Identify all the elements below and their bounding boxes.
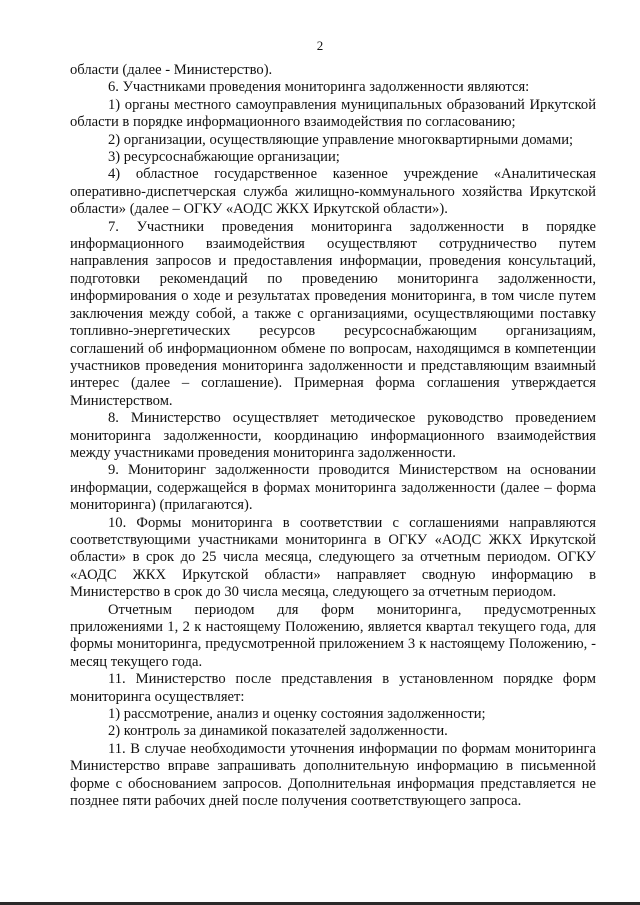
paragraph-item-10: 10. Формы мониторинга в соответствии с соглашениями направляются соответствующими участниками мониторинга в ОГКУ «АОДС ЖКХ Иркутской области» в срок до 25 числа месяца, следующего за отчетным периодом. ОГКУ «АОДС ЖКХ Иркутской области» направляет сводную информацию в Министерство в срок до 30 числа месяца, следующего за отчетным периодом. — [70, 514, 596, 601]
paragraph-subitem-6-3: 3) ресурсоснабжающие организации; — [108, 149, 340, 166]
paragraph-item-9: 9. Мониторинг задолженности проводится Министерством на основании информации, содержащейся в формах мониторинга задолженности (далее – форма мониторинга) (прилагаются). — [70, 462, 596, 514]
paragraph-subitem-6-2: 2) организации, осуществляющие управление многоквартирными домами; — [108, 131, 574, 148]
paragraph-item-11: 11. Министерство после представления в установленном порядке форм мониторинга осуществляет: — [70, 671, 596, 705]
paragraph-item-7: 7. Участники проведения мониторинга задолженности в порядке информационного взаимодействия осуществляют сотрудничество путем направления запросов и предоставления информации, проведения консультаций, подготовки рекомендаций по проведению мониторинга задолженности, информирования о ходе и результатах проведения мониторинга, в том числе путем заключения между собой, а также с организациями, осуществляющими поставку топливно-энергетических ресурсов ресурсоснабжающим организациям, соглашений об информационном обмене по вопросам, находящимся в компетенции участников проведения мониторинга задолженности и представляющим взаимный интерес (далее – соглашение). Примерная форма соглашения утверждается Министерством. — [70, 218, 596, 409]
paragraph-subitem-6-4: 4) областное государственное казенное учреждение «Аналитическая оперативно-диспетчерская служба жилищно-коммунального хозяйства Иркутской области» (далее – ОГКУ «АОДС ЖКХ Иркутской области»). — [70, 166, 596, 218]
paragraph-continuation: области (далее - Министерство). — [70, 62, 273, 78]
paragraph-subitem-6-1: 1) органы местного самоуправления муниципальных образований Иркутской области в порядке информационного взаимодействия по согласованию; — [70, 96, 596, 131]
paragraph-item-8: 8. Министерство осуществляет методическое руководство проведением мониторинга задолженности, координацию информационного взаимодействия между участниками проведения мониторинга задолженности. — [70, 410, 596, 461]
page-number: 2 — [316, 38, 324, 53]
paragraph-subitem-11-1: 1) рассмотрение, анализ и оценку состояния задолженности; — [108, 706, 486, 723]
paragraph-item-11-repeat: 11. В случае необходимости уточнения информации по формам мониторинга Министерство вправе запрашивать дополнительную информацию в письменной форме с обоснованием запросов. Дополнительная информация представляется не позднее пяти рабочих дней после получения соответствующего запроса. — [70, 740, 596, 810]
paragraph-item-6: 6. Участниками проведения мониторинга задолженности являются: — [108, 79, 530, 96]
document-body — [70, 62, 596, 810]
paragraph-reporting-period: Отчетным периодом для форм мониторинга, предусмотренных приложениями 1, 2 к настоящему Положению, является квартал текущего года, для формы мониторинга, предусмотренной приложением 3 к настоящему Положению, - месяц текущего года. — [70, 601, 596, 670]
paragraph-subitem-11-2: 2) контроль за динамикой показателей задолженности. — [108, 723, 448, 740]
